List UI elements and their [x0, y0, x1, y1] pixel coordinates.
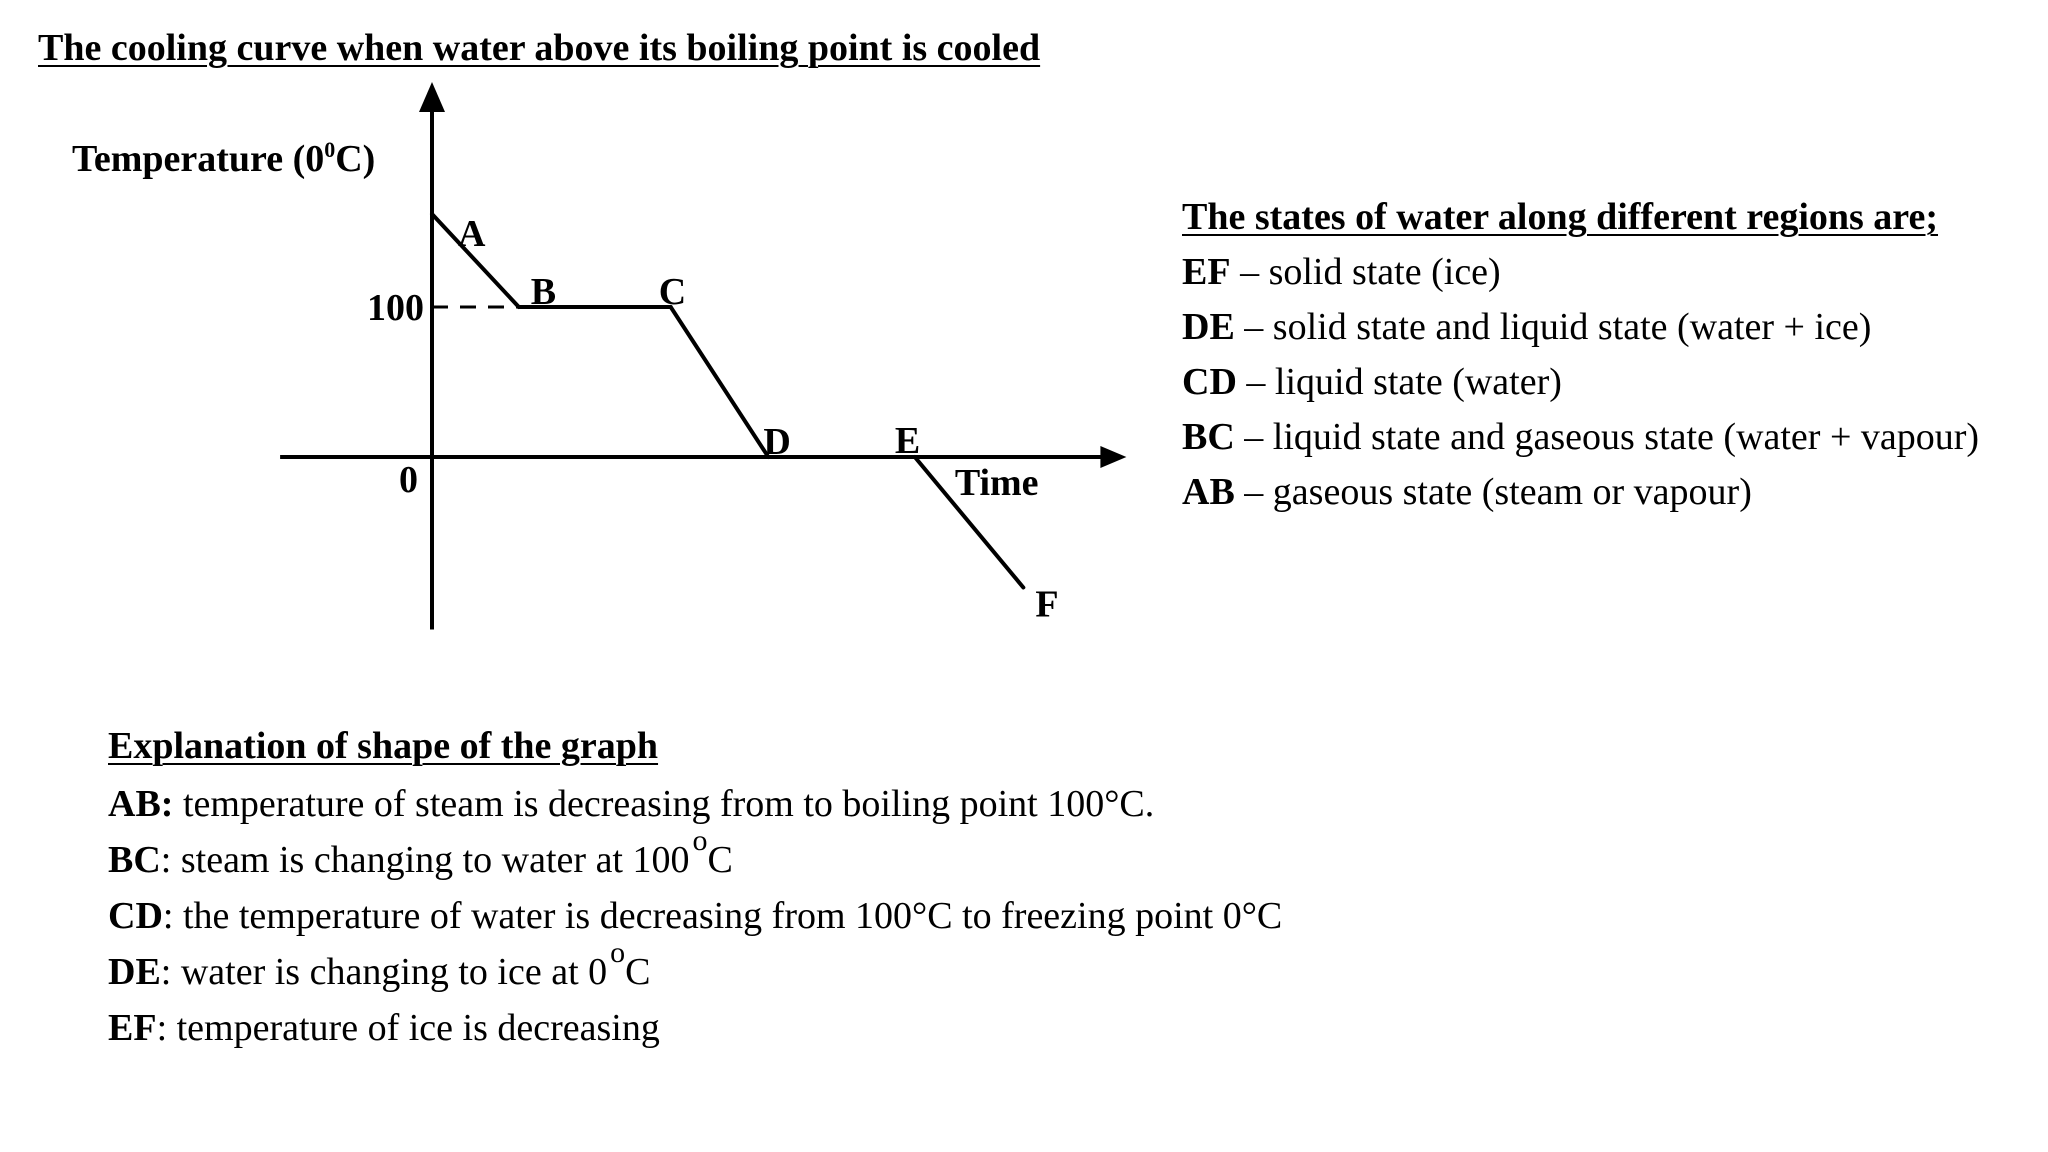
y-tick-label: 100: [367, 287, 424, 329]
y-tick-label: 0: [399, 459, 418, 501]
point-label-a: A: [458, 213, 486, 255]
x-axis-arrowhead: [1100, 446, 1126, 468]
explanation-item: AB: temperature of steam is decreasing from to boiling point 100°C.: [108, 783, 1155, 825]
curve-segment-cd: [671, 307, 769, 457]
explanation-item: EF: temperature of ice is decreasing: [108, 1007, 660, 1049]
point-label-c: C: [658, 271, 687, 313]
states-legend: [1182, 190, 1979, 520]
state-item: BC – liquid state and gaseous state (water + vapour): [1182, 416, 1980, 458]
states-heading: The states of water along different regions are;: [1182, 196, 1939, 238]
state-item: DE – solid state and liquid state (water + ice): [1182, 306, 1872, 348]
point-label-f: F: [1035, 583, 1059, 626]
state-item: EF – solid state (ice): [1182, 251, 1501, 293]
point-label-b: B: [530, 271, 557, 313]
cooling-curve-chart: [0, 0, 1150, 640]
state-item: AB – gaseous state (steam or vapour): [1182, 471, 1752, 513]
point-label-e: E: [894, 420, 921, 462]
explanation-item: BC: steam is changing to water at 100 $^o$C: [108, 824, 733, 881]
y-axis-label: Temperature $(0^0C)$: [72, 137, 376, 180]
page-title: The cooling curve when water above its boiling point is cooled: [38, 27, 1041, 69]
x-axis-label: Time: [954, 462, 1039, 504]
explanation-heading: Explanation of shape of the graph: [108, 725, 659, 767]
explanation-section: [108, 724, 1285, 1056]
explanation-item: CD: the temperature of water is decreasing from 100°C to freezing point 0°C: [108, 895, 1283, 937]
y-axis-arrowhead: [419, 82, 445, 112]
state-item: CD – liquid state (water): [1182, 361, 1562, 403]
point-label-d: D: [763, 421, 791, 463]
explanation-item: DE: water is changing to ice at 0 $^o$C: [108, 936, 651, 993]
